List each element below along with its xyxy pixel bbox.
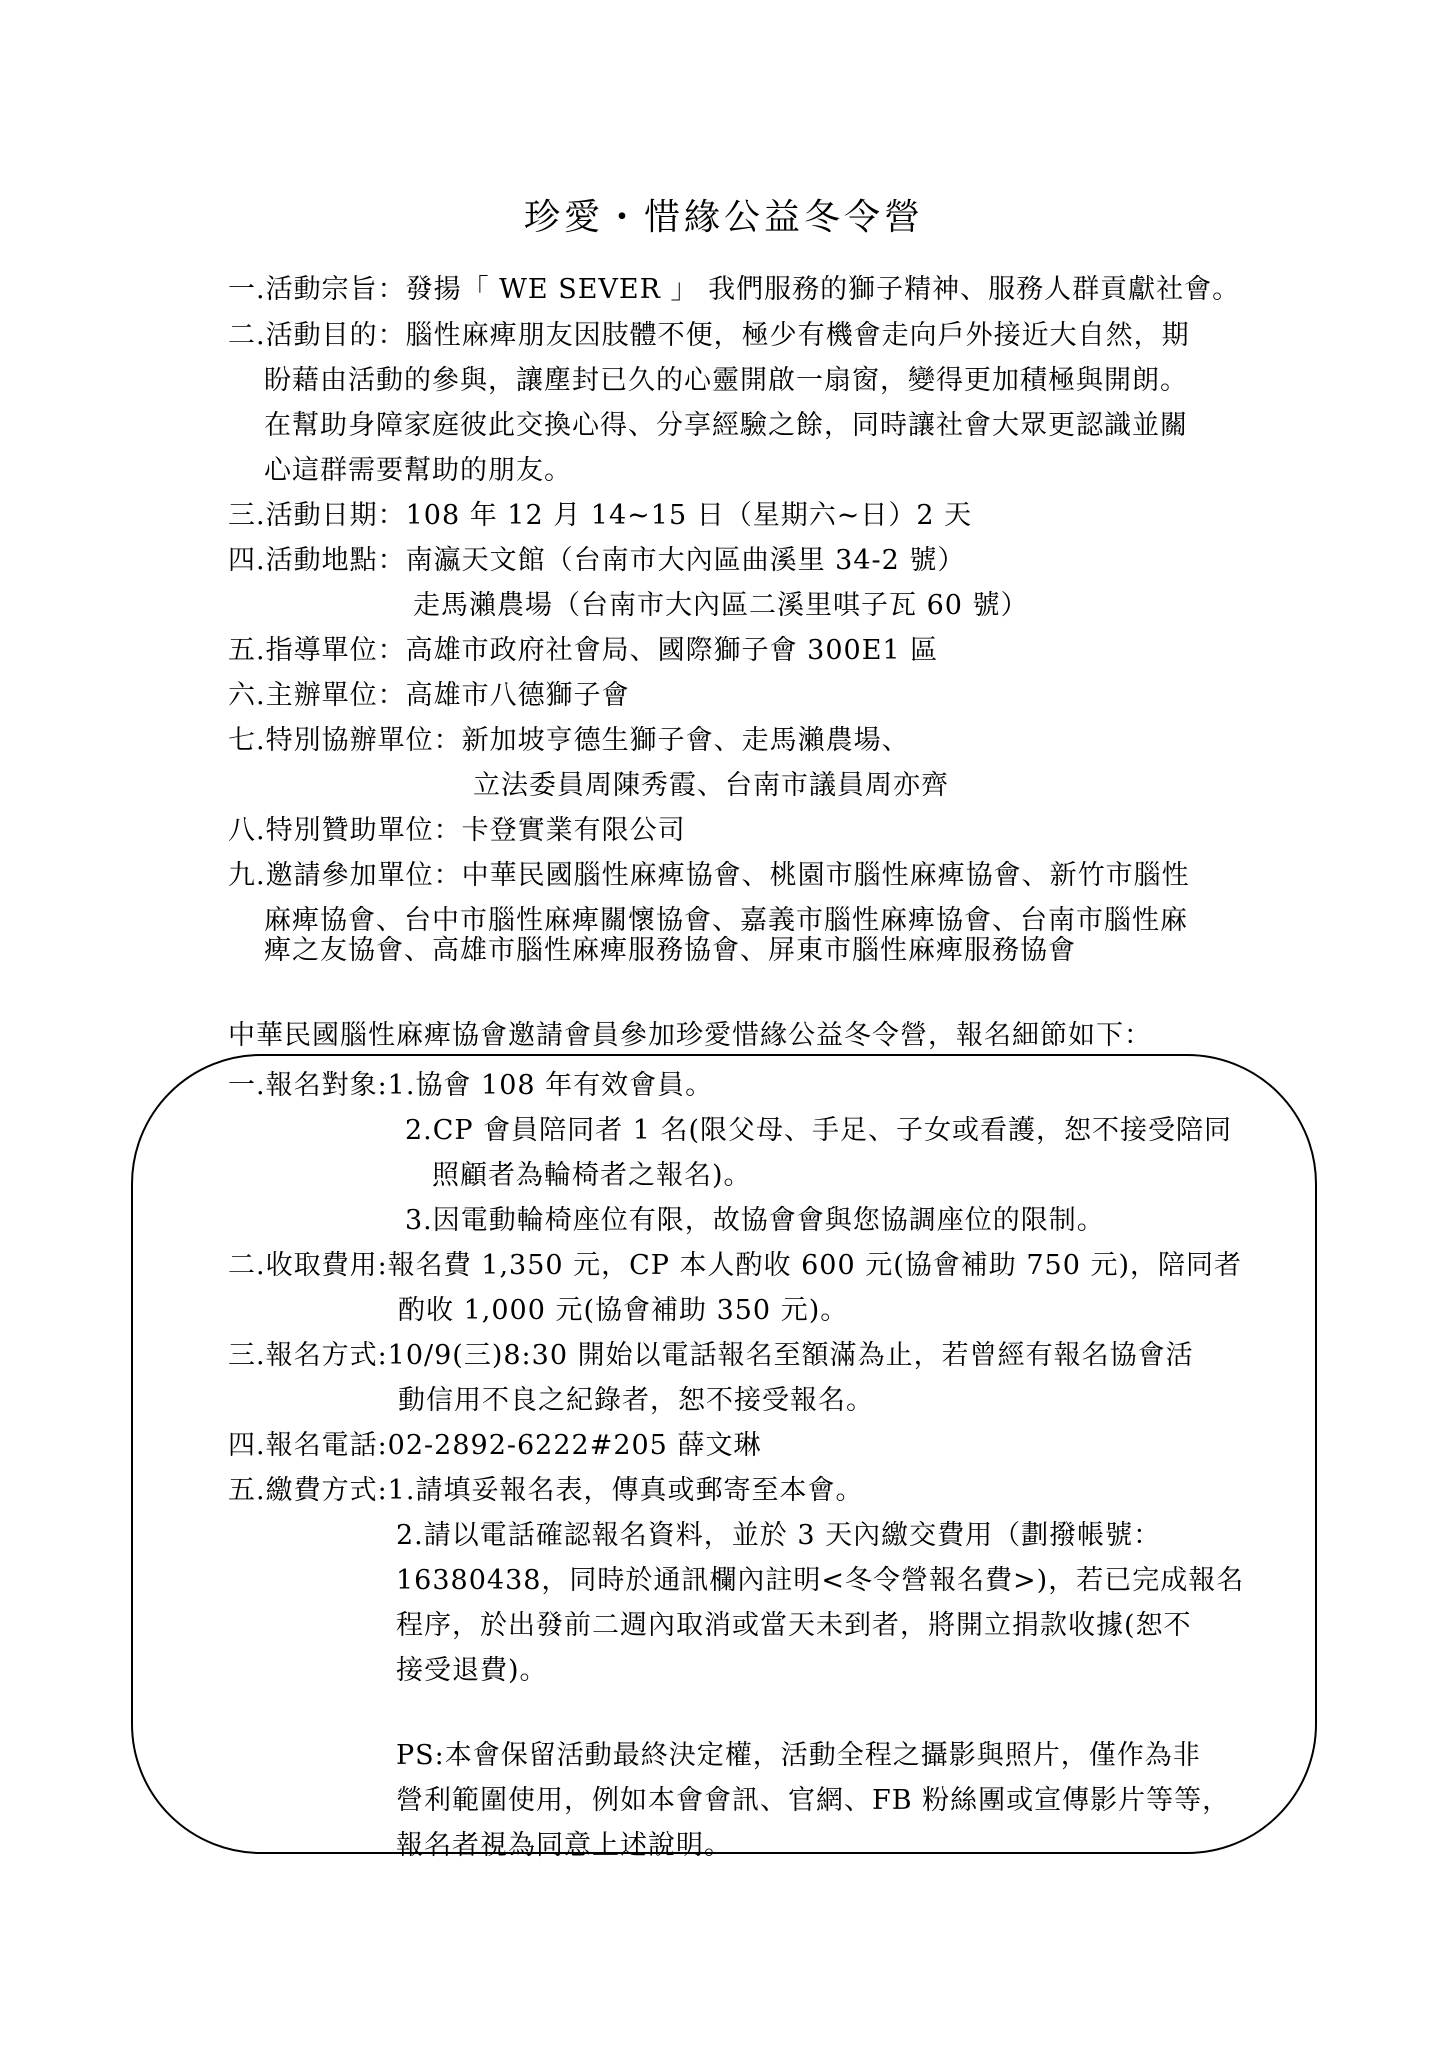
text-line: 八.特別贊助單位：卡登實業有限公司: [228, 815, 686, 846]
text-line: 盼藉由活動的參與，讓塵封已久的心靈開啟一扇窗，變得更加積極與開朗。: [264, 365, 1188, 396]
text-line: 麻痺協會、台中市腦性麻痺關懷協會、嘉義市腦性麻痺協會、台南市腦性麻: [264, 905, 1188, 936]
text-line: 二.收取費用:報名費 1,350 元，CP 本人酌收 600 元(協會補助 750 元)，陪同者: [228, 1250, 1243, 1281]
text-line: 程序，於出發前二週內取消或當天未到者，將開立捐款收據(恕不: [396, 1610, 1192, 1641]
text-line: 營利範圍使用，例如本會會訊、官網、FB 粉絲團或宣傳影片等等，: [396, 1785, 1231, 1816]
page-title: 珍愛・惜緣公益冬令營: [523, 197, 924, 238]
text-line: 動信用不良之紀錄者，恕不接受報名。: [398, 1385, 874, 1416]
text-line: 2.CP 會員陪同者 1 名(限父母、手足、子女或看護，恕不接受陪同: [405, 1115, 1233, 1146]
text-line: 六.主辦單位：高雄市八德獅子會: [228, 680, 630, 711]
text-line: 16380438，同時於通訊欄內註明<冬令營報名費>)，若已完成報名: [396, 1565, 1245, 1596]
text-line: PS:本會保留活動最終決定權，活動全程之攝影與照片，僅作為非: [396, 1740, 1201, 1771]
text-line: 酌收 1,000 元(協會補助 350 元)。: [398, 1295, 849, 1326]
text-line: 二.活動目的：腦性麻痺朋友因肢體不便，極少有機會走向戶外接近大自然，期: [228, 320, 1190, 351]
text-line: 四.活動地點：南瀛天文館（台南市大內區曲溪里 34-2 號）: [228, 545, 966, 576]
text-line: 在幫助身障家庭彼此交換心得、分享經驗之餘，同時讓社會大眾更認識並關: [264, 410, 1188, 441]
text-line: 七.特別協辦單位：新加坡亨德生獅子會、走馬瀨農場、: [228, 725, 910, 756]
text-line: 四.報名電話:02-2892-6222#205 薛文琳: [228, 1430, 762, 1461]
registration-intro: 中華民國腦性麻痺協會邀請會員參加珍愛惜緣公益冬令營，報名細節如下：: [228, 1020, 1152, 1051]
text-line: 痺之友協會、高雄市腦性麻痺服務協會、屏東市腦性麻痺服務協會: [264, 935, 1076, 966]
text-line: 3.因電動輪椅座位有限，故協會會與您協調座位的限制。: [405, 1205, 1105, 1236]
text-line: 九.邀請參加單位：中華民國腦性麻痺協會、桃園市腦性麻痺協會、新竹市腦性: [228, 860, 1190, 891]
text-line: 三.報名方式:10/9(三)8:30 開始以電話報名至額滿為止，若曾經有報名協會活: [228, 1340, 1194, 1371]
text-line: 五.繳費方式:1.請填妥報名表，傳真或郵寄至本會。: [228, 1475, 864, 1506]
text-line: 走馬瀨農場（台南市大內區二溪里唭子瓦 60 號）: [413, 590, 1029, 621]
text-line: 五.指導單位：高雄市政府社會局、國際獅子會 300E1 區: [228, 635, 939, 666]
text-line: 報名者視為同意上述說明。: [396, 1830, 732, 1861]
text-line: 一.報名對象:1.協會 108 年有效會員。: [228, 1070, 714, 1101]
text-line: 照顧者為輪椅者之報名)。: [432, 1160, 752, 1191]
text-line: 三.活動日期：108 年 12 月 14~15 日（星期六~日）2 天: [228, 500, 973, 531]
text-line: 立法委員周陳秀霞、台南市議員周亦齊: [473, 770, 949, 801]
text-line: 2.請以電話確認報名資料，並於 3 天內繳交費用（劃撥帳號：: [396, 1520, 1162, 1551]
text-line: 接受退費)。: [396, 1655, 548, 1686]
text-line: 一.活動宗旨：發揚「 WE SEVER 」 我們服務的獅子精神、服務人群貢獻社會。: [228, 274, 1241, 305]
text-line: 心這群需要幫助的朋友。: [264, 455, 572, 486]
